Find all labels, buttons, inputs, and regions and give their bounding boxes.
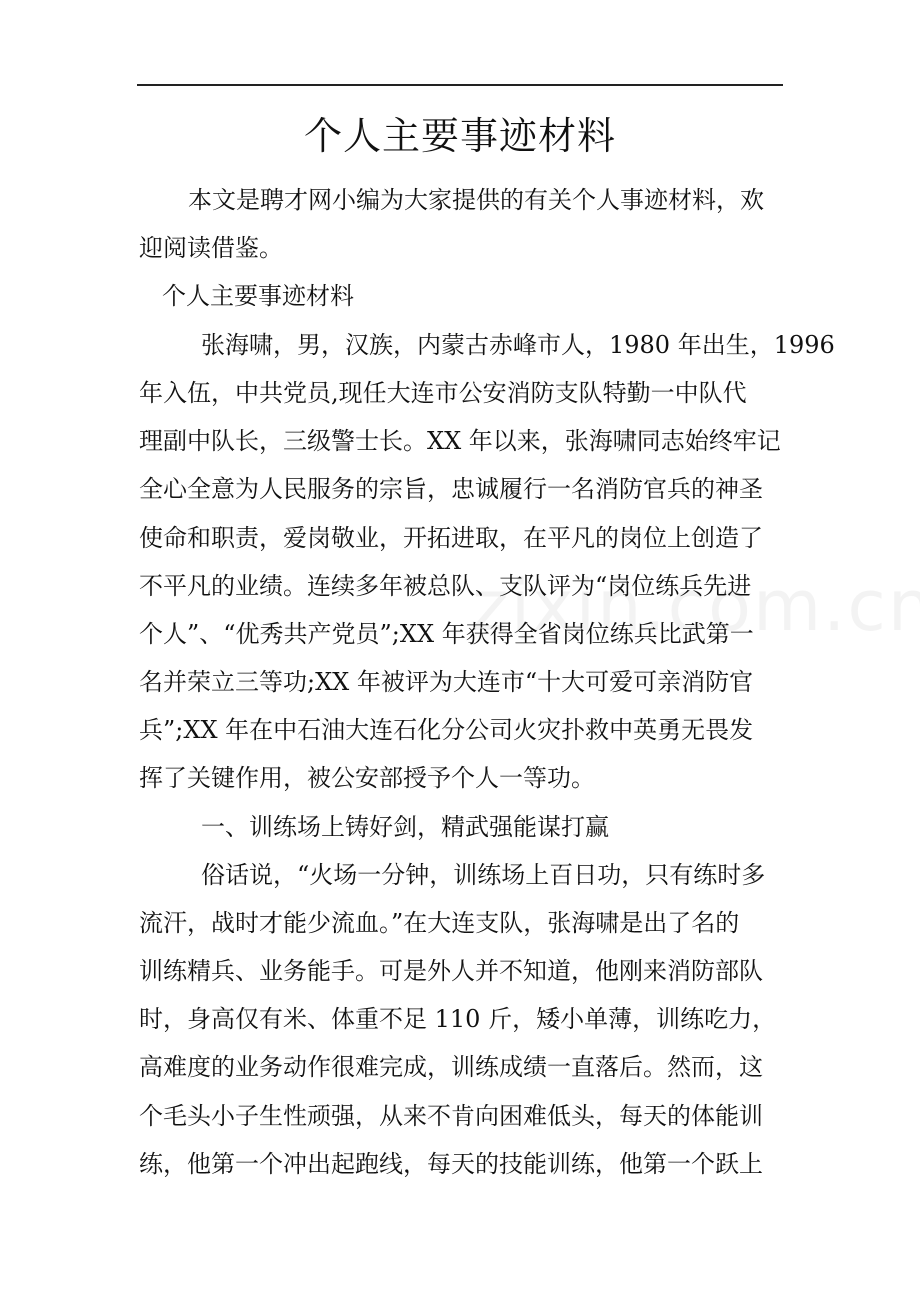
paragraph-line: 高难度的业务动作很难完成，训练成绩一直落后。然而，这: [139, 1053, 763, 1081]
paragraph-line: 流汗，战时才能少流血。”在大连支队，张海啸是出了名的: [139, 909, 740, 937]
paragraph-line: 兵”;XX 年在中石油大连石化分公司火灾扑救中英勇无畏发: [139, 716, 754, 744]
paragraph-line: 不平凡的业绩。连续多年被总队、支队评为“岗位练兵先进: [139, 572, 752, 600]
paragraph-line: 挥了关键作用，被公安部授予个人一等功。: [139, 764, 595, 792]
paragraph-line: 迎阅读借鉴。: [139, 234, 283, 262]
paragraph-line: 使命和职责，爱岗敬业，开拓进取，在平凡的岗位上创造了: [139, 524, 763, 552]
paragraph-line: 个人”、“优秀共产党员”;XX 年获得全省岗位练兵比武第一: [139, 620, 754, 648]
paragraph-line: 俗话说，“火场一分钟，训练场上百日功，只有练时多: [201, 861, 766, 889]
paragraph-line: 训练精兵、业务能手。可是外人并不知道，他刚来消防部队: [139, 957, 763, 985]
paragraph-line: 名并荣立三等功;XX 年被评为大连市“十大可爱可亲消防官: [139, 668, 754, 696]
section-heading: 一、训练场上铸好剑，精武强能谋打赢: [201, 813, 609, 841]
paragraph-line: 练，他第一个冲出起跑线，每天的技能训练，他第一个跃上: [139, 1150, 763, 1178]
document-title: 个人主要事迹材料: [303, 114, 616, 158]
paragraph-line: 个毛头小子生性顽强，从来不肯向困难低头，每天的体能训: [139, 1102, 763, 1130]
paragraph-line: 时，身高仅有米、体重不足 110 斤，矮小单薄，训练吃力，: [139, 1005, 777, 1033]
paragraph-line: 本文是聘才网小编为大家提供的有关个人事迹材料，欢: [188, 186, 764, 214]
paragraph-line: 理副中队长，三级警士长。XX 年以来，张海啸同志始终牢记: [139, 427, 781, 455]
paragraph-line: 全心全意为人民服务的宗旨，忠诚履行一名消防官兵的神圣: [139, 475, 763, 503]
header-rule: [137, 84, 783, 86]
paragraph-line: 张海啸，男，汉族，内蒙古赤峰市人，1980 年出生，1996: [201, 331, 835, 359]
section-heading: 个人主要事迹材料: [162, 282, 354, 310]
paragraph-line: 年入伍，中共党员,现任大连市公安消防支队特勤一中队代: [139, 379, 747, 407]
